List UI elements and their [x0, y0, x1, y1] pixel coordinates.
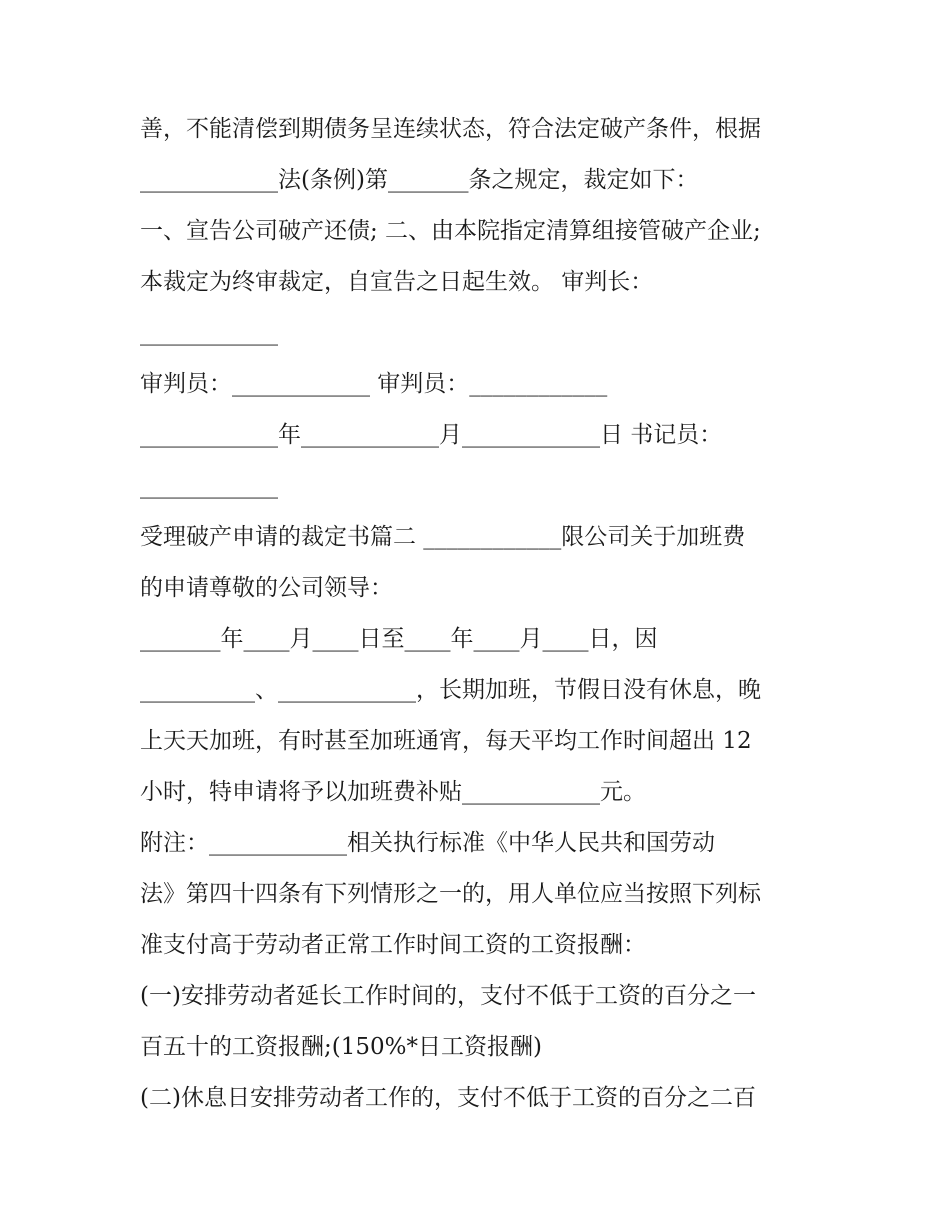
line-text: ____________ — [140, 320, 278, 346]
line-text: 上天天加班，有时甚至加班通宵，每天平均工作时间超出 12 — [140, 728, 752, 754]
text-line — [140, 920, 820, 971]
text-line — [140, 461, 820, 512]
text-line — [140, 869, 820, 920]
text-line — [140, 308, 820, 359]
text-line — [140, 512, 820, 563]
text-line — [140, 104, 820, 155]
line-text: 小时，特申请将予以加班费补贴____________元。 — [140, 779, 646, 805]
text-line — [140, 563, 820, 614]
text-line — [140, 614, 820, 665]
text-line — [140, 206, 820, 257]
text-line — [140, 1073, 820, 1124]
line-text: ____________法(条例)第_______条之规定，裁定如下： — [140, 167, 699, 193]
line-text: 受理破产申请的裁定书篇二 ____________限公司关于加班费 — [140, 524, 746, 550]
line-text: 善，不能清偿到期债务呈连续状态，符合法定破产条件，根据 — [140, 116, 761, 142]
line-text: (一)安排劳动者延长工作时间的，支付不低于工资的百分之一 — [140, 983, 756, 1009]
line-text: 法》第四十四条有下列情形之一的，用人单位应当按照下列标 — [140, 881, 761, 907]
document-body — [140, 104, 820, 1124]
line-text: 本裁定为终审裁定，自宣告之日起生效。 审判长： — [140, 269, 654, 295]
text-line — [140, 971, 820, 1022]
line-text: 一、宣告公司破产还债; 二、由本院指定清算组接管破产企业; — [140, 218, 761, 244]
line-text: _______年____月____日至____年____月____日，因 — [140, 626, 658, 652]
line-text: ____________年____________月____________日 书记员： — [140, 422, 723, 448]
line-text: 准支付高于劳动者正常工作时间工资的工资报酬： — [140, 932, 646, 958]
text-line — [140, 410, 820, 461]
line-text: (二)休息日安排劳动者工作的，支付不低于工资的百分之二百 — [140, 1085, 756, 1111]
text-line — [140, 257, 820, 308]
text-line — [140, 155, 820, 206]
text-line — [140, 665, 820, 716]
line-text: 附注：____________相关执行标准《中华人民共和国劳动 — [140, 830, 715, 856]
line-text: 百五十的工资报酬;(150%*日工资报酬) — [140, 1034, 542, 1060]
line-text: __________、____________，长期加班，节假日没有休息，晚 — [140, 677, 761, 703]
line-text: 审判员：____________ 审判员：____________ — [140, 371, 608, 397]
line-text: 的申请尊敬的公司领导： — [140, 575, 393, 601]
text-line — [140, 359, 820, 410]
line-text: ____________ — [140, 473, 278, 499]
text-line — [140, 1022, 820, 1073]
text-line — [140, 767, 820, 818]
text-line — [140, 818, 820, 869]
text-line — [140, 716, 820, 767]
